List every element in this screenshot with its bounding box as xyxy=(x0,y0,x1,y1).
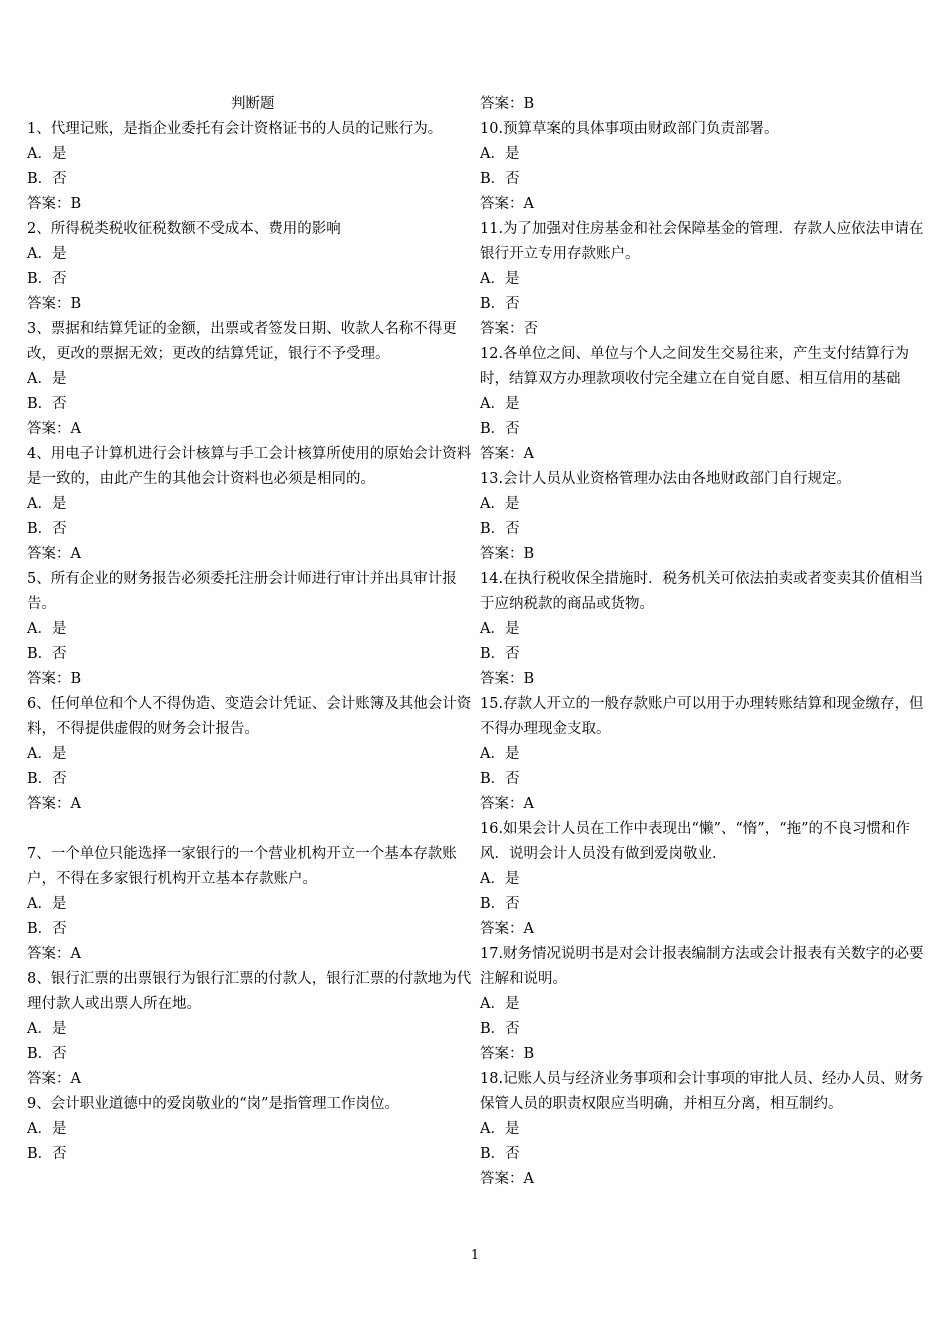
option-a: A．是 xyxy=(480,496,520,512)
question-17: 17.财务情况说明书是对会计报表编制方法或会计报表有关数字的必要注解和说明。 xyxy=(480,946,924,987)
option-b: B．否 xyxy=(480,521,520,537)
option-a: A．是 xyxy=(27,746,67,762)
answer: 答案：A xyxy=(27,1071,81,1087)
option-a: A．是 xyxy=(480,146,520,162)
question-1: 1、代理记账，是指企业委托有会计资格证书的人员的记账行为。 xyxy=(27,121,443,137)
option-a: A．是 xyxy=(27,621,67,637)
option-b: B．否 xyxy=(480,171,520,187)
question-11: 11.为了加强对住房基金和社会保障基金的管理．存款人应依法申请在银行开立专用存款账户。 xyxy=(480,221,924,262)
option-b: B．否 xyxy=(27,171,67,187)
option-b: B．否 xyxy=(480,421,520,437)
answer: 答案：A xyxy=(480,446,534,462)
option-b: B．否 xyxy=(480,896,520,912)
option-a: A．是 xyxy=(480,1121,520,1137)
answer: 答案：A xyxy=(27,546,81,562)
question-5: 5、所有企业的财务报告必须委托注册会计师进行审计并出具审计报告。 xyxy=(27,571,457,612)
question-10: 10.预算草案的具体事项由财政部门负责部署。 xyxy=(480,121,779,137)
option-a: A．是 xyxy=(480,871,520,887)
option-b: B．否 xyxy=(480,646,520,662)
question-2: 2、所得税类税收征税数额不受成本、费用的影响 xyxy=(27,221,341,237)
question-4: 4、用电子计算机进行会计核算与手工会计核算所使用的原始会计资料是一致的，由此产生的其他会计资料也必须是相同的。 xyxy=(27,446,472,487)
answer: 答案：否 xyxy=(480,321,538,337)
option-a: A．是 xyxy=(27,1121,67,1137)
page-number: 1 xyxy=(470,1248,480,1263)
option-a: A．是 xyxy=(27,146,67,162)
left-column xyxy=(27,92,473,1167)
answer: 答案：B xyxy=(27,196,82,212)
option-b: B．否 xyxy=(480,296,520,312)
option-a: A．是 xyxy=(480,996,520,1012)
answer: 答案：A xyxy=(27,946,81,962)
question-13: 13.会计人员从业资格管理办法由各地财政部门自行规定。 xyxy=(480,471,852,487)
answer: 答案：A xyxy=(480,921,534,937)
question-6: 6、任何单位和个人不得伪造、变造会计凭证、会计账簿及其他会计资料，不得提供虚假的财务会计报告。 xyxy=(27,696,472,737)
blank-line xyxy=(27,817,473,842)
option-a: A．是 xyxy=(480,746,520,762)
answer: 答案：A xyxy=(480,196,534,212)
option-b: B．否 xyxy=(27,646,67,662)
answer: 答案：B xyxy=(480,1046,535,1062)
option-b: B．否 xyxy=(27,271,67,287)
option-a: A．是 xyxy=(27,896,67,912)
answer: 答案：B xyxy=(27,296,82,312)
question-15: 15.存款人开立的一般存款账户可以用于办理转账结算和现金缴存，但不得办理现金支取。 xyxy=(480,696,924,737)
question-14: 14.在执行税收保全措施时．税务机关可依法拍卖或者变卖其价值相当于应纳税款的商品或货物。 xyxy=(480,571,924,612)
question-16: 16.如果会计人员在工作中表现出“懒”、“惰”，“拖”的不良习惯和作风．说明会计人员没有做到爱岗敬业． xyxy=(480,821,911,862)
question-9: 9、会计职业道德中的爱岗敬业的“岗”是指管理工作岗位。 xyxy=(27,1096,400,1112)
question-8: 8、银行汇票的出票银行为银行汇票的付款人，银行汇票的付款地为代理付款人或出票人所在地。 xyxy=(27,971,472,1012)
answer: 答案：B xyxy=(480,546,535,562)
answer: 答案：A xyxy=(27,421,81,437)
answer: 答案：A xyxy=(27,796,81,812)
answer: 答案：A xyxy=(480,796,534,812)
option-a: A．是 xyxy=(480,396,520,412)
option-b: B．否 xyxy=(480,1146,520,1162)
option-b: B．否 xyxy=(480,1021,520,1037)
answer: 答案：B xyxy=(27,671,82,687)
question-3: 3、票据和结算凭证的金额，出票或者签发日期、收款人名称不得更改，更改的票据无效；更改的结算凭证，银行不予受理。 xyxy=(27,321,457,362)
option-a: A．是 xyxy=(27,1021,67,1037)
answer: 答案：B xyxy=(480,96,535,112)
option-b: B．否 xyxy=(27,771,67,787)
option-b: B．否 xyxy=(27,1046,67,1062)
question-12: 12.各单位之间、单位与个人之间发生交易往来，产生支付结算行为时，结算双方办理款项收付完全建立在自觉自愿、相互信用的基础 xyxy=(480,346,910,387)
option-b: B．否 xyxy=(27,521,67,537)
question-18: 18.记账人员与经济业务事项和会计事项的审批人员、经办人员、财务保管人员的职责权限应当明确，并相互分离，相互制约。 xyxy=(480,1071,924,1112)
option-a: A．是 xyxy=(480,271,520,287)
answer: 答案：B xyxy=(480,671,535,687)
answer: 答案：A xyxy=(480,1171,534,1187)
option-a: A．是 xyxy=(27,496,67,512)
right-column xyxy=(480,92,926,1192)
option-a: A．是 xyxy=(27,371,67,387)
option-b: B．否 xyxy=(27,921,67,937)
option-b: B．否 xyxy=(480,771,520,787)
option-b: B．否 xyxy=(27,396,67,412)
question-7: 7、一个单位只能选择一家银行的一个营业机构开立一个基本存款账户，不得在多家银行机构开立基本存款账户。 xyxy=(27,846,457,887)
option-a: A．是 xyxy=(480,621,520,637)
page-title: 判断题 xyxy=(231,96,275,112)
option-a: A．是 xyxy=(27,246,67,262)
option-b: B．否 xyxy=(27,1146,67,1162)
